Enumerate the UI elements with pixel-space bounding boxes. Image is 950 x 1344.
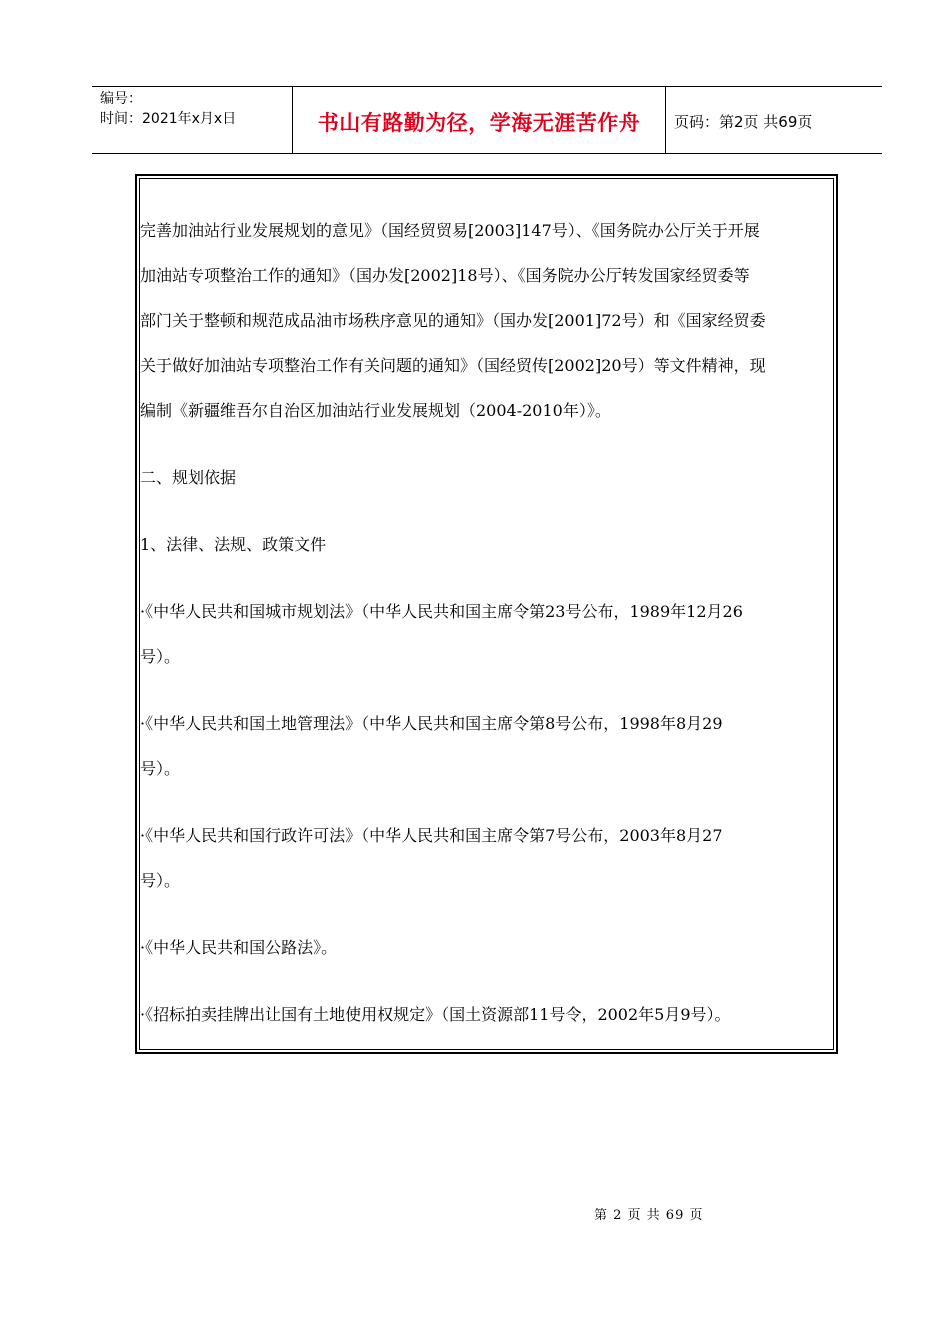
law-item: ·《招标拍卖挂牌出让国有土地使用权规定》（国土资源部11号令，2002年5月9号）。 <box>140 1005 731 1024</box>
header-motto: 书山有路勤为径，学海无涯苦作舟 <box>317 111 641 135</box>
paragraph-line: 加油站专项整治工作的通知》（国办发[2002]18号）、《国务院办公厅转发国家经贸委等 <box>140 266 750 285</box>
law-item-line: 号）。 <box>140 871 181 890</box>
law-item-line: ·《中华人民共和国城市规划法》（中华人民共和国主席令第23号公布，1989年12月26 <box>140 602 743 621</box>
header-info <box>100 89 236 129</box>
serial-number-label: 编号： <box>100 91 142 107</box>
paragraph-line: 关于做好加油站专项整治工作有关问题的通知》（国经贸传[2002]20号）等文件精神，现 <box>140 356 766 375</box>
paragraph-line: 部门关于整顿和规范成品油市场秩序意见的通知》（国办发[2001]72号）和《国家经贸委 <box>140 311 766 330</box>
time-label: 时间：2021年x月x日 <box>100 111 237 127</box>
paragraph-line: 完善加油站行业发展规划的意见》（国经贸贸易[2003]147号）、《国务院办公厅关于开展 <box>140 221 760 240</box>
content-frame <box>135 174 838 1054</box>
section-heading: 二、规划依据 <box>140 468 237 487</box>
law-item: ·《中华人民共和国公路法》。 <box>140 938 338 957</box>
law-item-line: 号）。 <box>140 759 181 778</box>
header-page-number: 页码：第2页 共69页 <box>674 113 813 131</box>
law-item-line: ·《中华人民共和国土地管理法》（中华人民共和国主席令第8号公布，1998年8月29 <box>140 714 723 733</box>
law-item-line: 号）。 <box>140 647 181 666</box>
page-footer: 第 2 页 共 69 页 <box>594 1208 704 1223</box>
document-body <box>140 208 832 1037</box>
paragraph-line: 编制《新疆维吾尔自治区加油站行业发展规划（2004-2010年）》。 <box>140 401 611 420</box>
law-item-line: ·《中华人民共和国行政许可法》（中华人民共和国主席令第7号公布，2003年8月27 <box>140 826 723 845</box>
header-divider-right <box>665 87 666 153</box>
page-header <box>92 86 882 154</box>
subsection-heading: 1、法律、法规、政策文件 <box>140 535 327 554</box>
